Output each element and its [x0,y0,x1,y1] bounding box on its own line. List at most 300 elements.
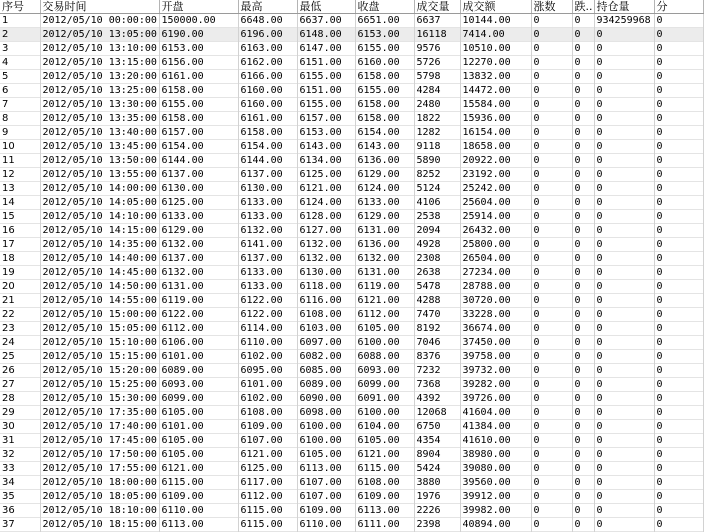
cell-close: 6160.00 [355,56,414,70]
cell-close: 6109.00 [355,490,414,504]
cell-extra: 0 [654,196,703,210]
cell-up: 0 [531,462,572,476]
cell-index: 17 [0,238,40,252]
cell-open: 6110.00 [159,504,238,518]
cell-open-interest: 0 [594,182,654,196]
cell-high: 6160.00 [238,84,297,98]
cell-extra: 0 [654,322,703,336]
cell-volume: 4284 [414,84,460,98]
cell-open: 6115.00 [159,476,238,490]
table-row[interactable] [0,84,703,98]
cell-extra: 0 [654,392,703,406]
cell-high: 6163.00 [238,42,297,56]
cell-down: 0 [572,336,594,350]
cell-high: 6115.00 [238,518,297,532]
cell-extra: 0 [654,308,703,322]
table-row[interactable] [0,252,703,266]
cell-up: 0 [531,490,572,504]
cell-up: 0 [531,196,572,210]
cell-open: 6190.00 [159,28,238,42]
cell-down: 0 [572,378,594,392]
cell-index: 24 [0,336,40,350]
table-row[interactable] [0,42,703,56]
cell-up: 0 [531,420,572,434]
cell-down: 0 [572,266,594,280]
cell-close: 6088.00 [355,350,414,364]
cell-time: 2012/05/10 14:10:00 [40,210,159,224]
cell-index: 14 [0,196,40,210]
cell-open-interest: 0 [594,238,654,252]
cell-close: 6100.00 [355,406,414,420]
cell-extra: 0 [654,98,703,112]
cell-volume: 9576 [414,42,460,56]
column-header-open-interest[interactable]: 持仓量 [594,0,654,14]
cell-volume: 7046 [414,336,460,350]
table-row[interactable] [0,70,703,84]
table-row[interactable] [0,448,703,462]
cell-volume: 2094 [414,224,460,238]
cell-volume: 5478 [414,280,460,294]
cell-extra: 0 [654,364,703,378]
cell-open: 6137.00 [159,252,238,266]
table-row[interactable] [0,182,703,196]
cell-volume: 1822 [414,112,460,126]
cell-low: 6100.00 [297,420,355,434]
cell-amount: 16154.00 [460,126,531,140]
cell-open-interest: 0 [594,504,654,518]
cell-up: 0 [531,364,572,378]
cell-close: 6105.00 [355,434,414,448]
table-row[interactable] [0,56,703,70]
cell-low: 6148.00 [297,28,355,42]
table-row[interactable] [0,98,703,112]
cell-open-interest: 934259968 [594,14,654,28]
cell-high: 6160.00 [238,98,297,112]
cell-extra: 0 [654,294,703,308]
cell-index: 11 [0,154,40,168]
cell-volume: 12068 [414,406,460,420]
cell-high: 6117.00 [238,476,297,490]
cell-volume: 8376 [414,350,460,364]
table-body [0,14,703,532]
cell-time: 2012/05/10 15:00:00 [40,308,159,322]
cell-index: 28 [0,392,40,406]
cell-low: 6155.00 [297,98,355,112]
cell-low: 6100.00 [297,434,355,448]
cell-down: 0 [572,364,594,378]
cell-low: 6130.00 [297,266,355,280]
cell-open: 6130.00 [159,182,238,196]
cell-high: 6137.00 [238,252,297,266]
table-row[interactable] [0,140,703,154]
cell-volume: 8252 [414,168,460,182]
cell-extra: 0 [654,280,703,294]
cell-time: 2012/05/10 15:20:00 [40,364,159,378]
cell-index: 37 [0,518,40,532]
cell-volume: 5124 [414,182,460,196]
cell-extra: 0 [654,112,703,126]
table-row[interactable] [0,280,703,294]
cell-extra: 0 [654,84,703,98]
table-row[interactable] [0,420,703,434]
cell-high: 6102.00 [238,350,297,364]
cell-open: 6105.00 [159,434,238,448]
cell-high: 6133.00 [238,266,297,280]
table-row[interactable] [0,154,703,168]
cell-extra: 0 [654,154,703,168]
cell-open: 6121.00 [159,462,238,476]
cell-open: 6101.00 [159,350,238,364]
cell-volume: 9118 [414,140,460,154]
cell-extra: 0 [654,504,703,518]
table-row[interactable] [0,490,703,504]
cell-low: 6107.00 [297,490,355,504]
cell-down: 0 [572,28,594,42]
column-header-low[interactable]: 最低 [297,0,355,14]
table-row[interactable] [0,392,703,406]
cell-index: 13 [0,182,40,196]
cell-down: 0 [572,294,594,308]
cell-down: 0 [572,42,594,56]
cell-extra: 0 [654,378,703,392]
cell-volume: 4392 [414,392,460,406]
cell-extra: 0 [654,252,703,266]
cell-open-interest: 0 [594,140,654,154]
cell-down: 0 [572,112,594,126]
table-row[interactable] [0,14,703,28]
cell-extra: 0 [654,462,703,476]
cell-open: 6156.00 [159,56,238,70]
table-row[interactable] [0,308,703,322]
cell-time: 2012/05/10 14:35:00 [40,238,159,252]
cell-index: 26 [0,364,40,378]
cell-high: 6102.00 [238,392,297,406]
cell-high: 6114.00 [238,322,297,336]
cell-amount: 25242.00 [460,182,531,196]
cell-open: 6119.00 [159,294,238,308]
cell-high: 6130.00 [238,182,297,196]
cell-high: 6110.00 [238,336,297,350]
cell-up: 0 [531,378,572,392]
cell-down: 0 [572,210,594,224]
header-row [0,0,703,14]
cell-index: 9 [0,126,40,140]
table-row[interactable] [0,504,703,518]
cell-open: 6105.00 [159,448,238,462]
cell-index: 30 [0,420,40,434]
cell-up: 0 [531,308,572,322]
table-row[interactable] [0,350,703,364]
cell-open: 6144.00 [159,154,238,168]
cell-amount: 37450.00 [460,336,531,350]
cell-low: 6125.00 [297,168,355,182]
table-row[interactable] [0,406,703,420]
cell-volume: 1282 [414,126,460,140]
table-row[interactable] [0,476,703,490]
cell-low: 6127.00 [297,224,355,238]
cell-time: 2012/05/10 14:15:00 [40,224,159,238]
cell-close: 6108.00 [355,476,414,490]
cell-amount: 39282.00 [460,378,531,392]
cell-amount: 38980.00 [460,448,531,462]
cell-extra: 0 [654,350,703,364]
column-header-volume[interactable]: 成交量 [414,0,460,14]
column-header-down[interactable]: 跌.. [572,0,594,14]
cell-high: 6161.00 [238,112,297,126]
cell-down: 0 [572,462,594,476]
table-row[interactable] [0,518,703,532]
cell-down: 0 [572,322,594,336]
cell-low: 6151.00 [297,56,355,70]
cell-open: 6132.00 [159,266,238,280]
cell-open-interest: 0 [594,210,654,224]
cell-close: 6129.00 [355,168,414,182]
cell-down: 0 [572,140,594,154]
cell-open-interest: 0 [594,84,654,98]
cell-high: 6122.00 [238,294,297,308]
cell-low: 6103.00 [297,322,355,336]
cell-low: 6082.00 [297,350,355,364]
cell-volume: 2538 [414,210,460,224]
cell-low: 6128.00 [297,210,355,224]
cell-open-interest: 0 [594,56,654,70]
table-row[interactable] [0,462,703,476]
cell-open: 6158.00 [159,84,238,98]
column-header-high[interactable]: 最高 [238,0,297,14]
cell-time: 2012/05/10 13:20:00 [40,70,159,84]
cell-up: 0 [531,56,572,70]
cell-amount: 39982.00 [460,504,531,518]
cell-index: 2 [0,28,40,42]
cell-extra: 0 [654,182,703,196]
cell-time: 2012/05/10 14:55:00 [40,294,159,308]
cell-open: 6155.00 [159,98,238,112]
cell-down: 0 [572,476,594,490]
cell-high: 6122.00 [238,308,297,322]
table-row[interactable] [0,434,703,448]
cell-amount: 41384.00 [460,420,531,434]
table-row[interactable] [0,112,703,126]
table-row[interactable] [0,322,703,336]
cell-open-interest: 0 [594,392,654,406]
cell-time: 2012/05/10 14:45:00 [40,266,159,280]
cell-high: 6133.00 [238,210,297,224]
cell-amount: 39732.00 [460,364,531,378]
cell-down: 0 [572,518,594,532]
table-row[interactable] [0,364,703,378]
column-header-time[interactable]: 交易时间 [40,0,159,14]
cell-open: 6122.00 [159,308,238,322]
cell-open-interest: 0 [594,308,654,322]
cell-time: 2012/05/10 18:10:00 [40,504,159,518]
cell-amount: 7414.00 [460,28,531,42]
cell-open: 6093.00 [159,378,238,392]
cell-close: 6155.00 [355,42,414,56]
cell-amount: 27234.00 [460,266,531,280]
cell-amount: 20922.00 [460,154,531,168]
cell-time: 2012/05/10 14:00:00 [40,182,159,196]
cell-down: 0 [572,56,594,70]
cell-close: 6132.00 [355,252,414,266]
table-row[interactable] [0,378,703,392]
cell-time: 2012/05/10 17:45:00 [40,434,159,448]
cell-extra: 0 [654,28,703,42]
cell-index: 23 [0,322,40,336]
table-row[interactable] [0,266,703,280]
cell-amount: 40894.00 [460,518,531,532]
cell-high: 6108.00 [238,406,297,420]
cell-up: 0 [531,280,572,294]
cell-volume: 7368 [414,378,460,392]
table-row[interactable] [0,126,703,140]
cell-down: 0 [572,434,594,448]
cell-close: 6091.00 [355,392,414,406]
cell-low: 6134.00 [297,154,355,168]
cell-down: 0 [572,406,594,420]
cell-close: 6131.00 [355,224,414,238]
cell-up: 0 [531,252,572,266]
cell-open-interest: 0 [594,28,654,42]
cell-close: 6115.00 [355,462,414,476]
cell-open: 6157.00 [159,126,238,140]
column-header-open[interactable]: 开盘 [159,0,238,14]
cell-volume: 6750 [414,420,460,434]
column-header-up[interactable]: 涨数 [531,0,572,14]
table-row[interactable] [0,238,703,252]
cell-extra: 0 [654,42,703,56]
cell-open-interest: 0 [594,406,654,420]
cell-up: 0 [531,224,572,238]
cell-amount: 39912.00 [460,490,531,504]
cell-extra: 0 [654,420,703,434]
cell-open: 6106.00 [159,336,238,350]
cell-amount: 26504.00 [460,252,531,266]
cell-high: 6158.00 [238,126,297,140]
cell-open-interest: 0 [594,476,654,490]
cell-open-interest: 0 [594,378,654,392]
cell-open: 6153.00 [159,42,238,56]
cell-close: 6121.00 [355,294,414,308]
table-row[interactable] [0,196,703,210]
cell-time: 2012/05/10 15:15:00 [40,350,159,364]
cell-open-interest: 0 [594,154,654,168]
cell-low: 6113.00 [297,462,355,476]
cell-close: 6112.00 [355,308,414,322]
cell-time: 2012/05/10 13:40:00 [40,126,159,140]
column-header-index[interactable]: 序号 [0,0,40,14]
cell-low: 6147.00 [297,42,355,56]
cell-open-interest: 0 [594,224,654,238]
cell-volume: 8192 [414,322,460,336]
cell-open-interest: 0 [594,434,654,448]
cell-extra: 0 [654,266,703,280]
cell-volume: 2308 [414,252,460,266]
cell-open-interest: 0 [594,420,654,434]
cell-up: 0 [531,182,572,196]
cell-time: 2012/05/10 00:00:00 [40,14,159,28]
cell-open-interest: 0 [594,168,654,182]
cell-open: 6101.00 [159,420,238,434]
cell-index: 29 [0,406,40,420]
cell-index: 7 [0,98,40,112]
cell-up: 0 [531,140,572,154]
cell-high: 6095.00 [238,364,297,378]
cell-close: 6155.00 [355,84,414,98]
cell-amount: 39758.00 [460,350,531,364]
cell-time: 2012/05/10 15:05:00 [40,322,159,336]
column-header-amount[interactable]: 成交额 [460,0,531,14]
cell-close: 6158.00 [355,112,414,126]
cell-high: 6137.00 [238,168,297,182]
cell-low: 6108.00 [297,308,355,322]
table-row[interactable] [0,336,703,350]
cell-amount: 10144.00 [460,14,531,28]
cell-close: 6158.00 [355,70,414,84]
cell-time: 2012/05/10 14:40:00 [40,252,159,266]
cell-down: 0 [572,70,594,84]
cell-open-interest: 0 [594,98,654,112]
cell-low: 6090.00 [297,392,355,406]
cell-amount: 41604.00 [460,406,531,420]
cell-close: 6100.00 [355,336,414,350]
table-row[interactable] [0,168,703,182]
cell-volume: 6637 [414,14,460,28]
cell-low: 6155.00 [297,70,355,84]
cell-open: 6133.00 [159,210,238,224]
column-header-close[interactable]: 收盘 [355,0,414,14]
cell-index: 36 [0,504,40,518]
cell-time: 2012/05/10 13:05:00 [40,28,159,42]
cell-low: 6153.00 [297,126,355,140]
cell-low: 6109.00 [297,504,355,518]
table-row[interactable] [0,28,703,42]
cell-volume: 4928 [414,238,460,252]
column-header-extra[interactable]: 分 [654,0,703,14]
cell-open: 6129.00 [159,224,238,238]
cell-extra: 0 [654,406,703,420]
cell-extra: 0 [654,476,703,490]
cell-down: 0 [572,14,594,28]
cell-index: 25 [0,350,40,364]
cell-extra: 0 [654,238,703,252]
cell-up: 0 [531,154,572,168]
cell-amount: 25604.00 [460,196,531,210]
cell-up: 0 [531,28,572,42]
cell-up: 0 [531,350,572,364]
cell-up: 0 [531,322,572,336]
cell-time: 2012/05/10 17:50:00 [40,448,159,462]
cell-time: 2012/05/10 13:55:00 [40,168,159,182]
cell-volume: 2638 [414,266,460,280]
cell-up: 0 [531,70,572,84]
cell-high: 6101.00 [238,378,297,392]
cell-time: 2012/05/10 17:55:00 [40,462,159,476]
cell-open: 6137.00 [159,168,238,182]
cell-time: 2012/05/10 15:25:00 [40,378,159,392]
cell-volume: 16118 [414,28,460,42]
cell-time: 2012/05/10 13:50:00 [40,154,159,168]
table-row[interactable] [0,224,703,238]
cell-low: 6110.00 [297,518,355,532]
cell-volume: 7232 [414,364,460,378]
table-row[interactable] [0,294,703,308]
cell-high: 6133.00 [238,196,297,210]
cell-up: 0 [531,42,572,56]
cell-high: 6112.00 [238,490,297,504]
cell-open-interest: 0 [594,448,654,462]
cell-high: 6133.00 [238,280,297,294]
table-row[interactable] [0,210,703,224]
